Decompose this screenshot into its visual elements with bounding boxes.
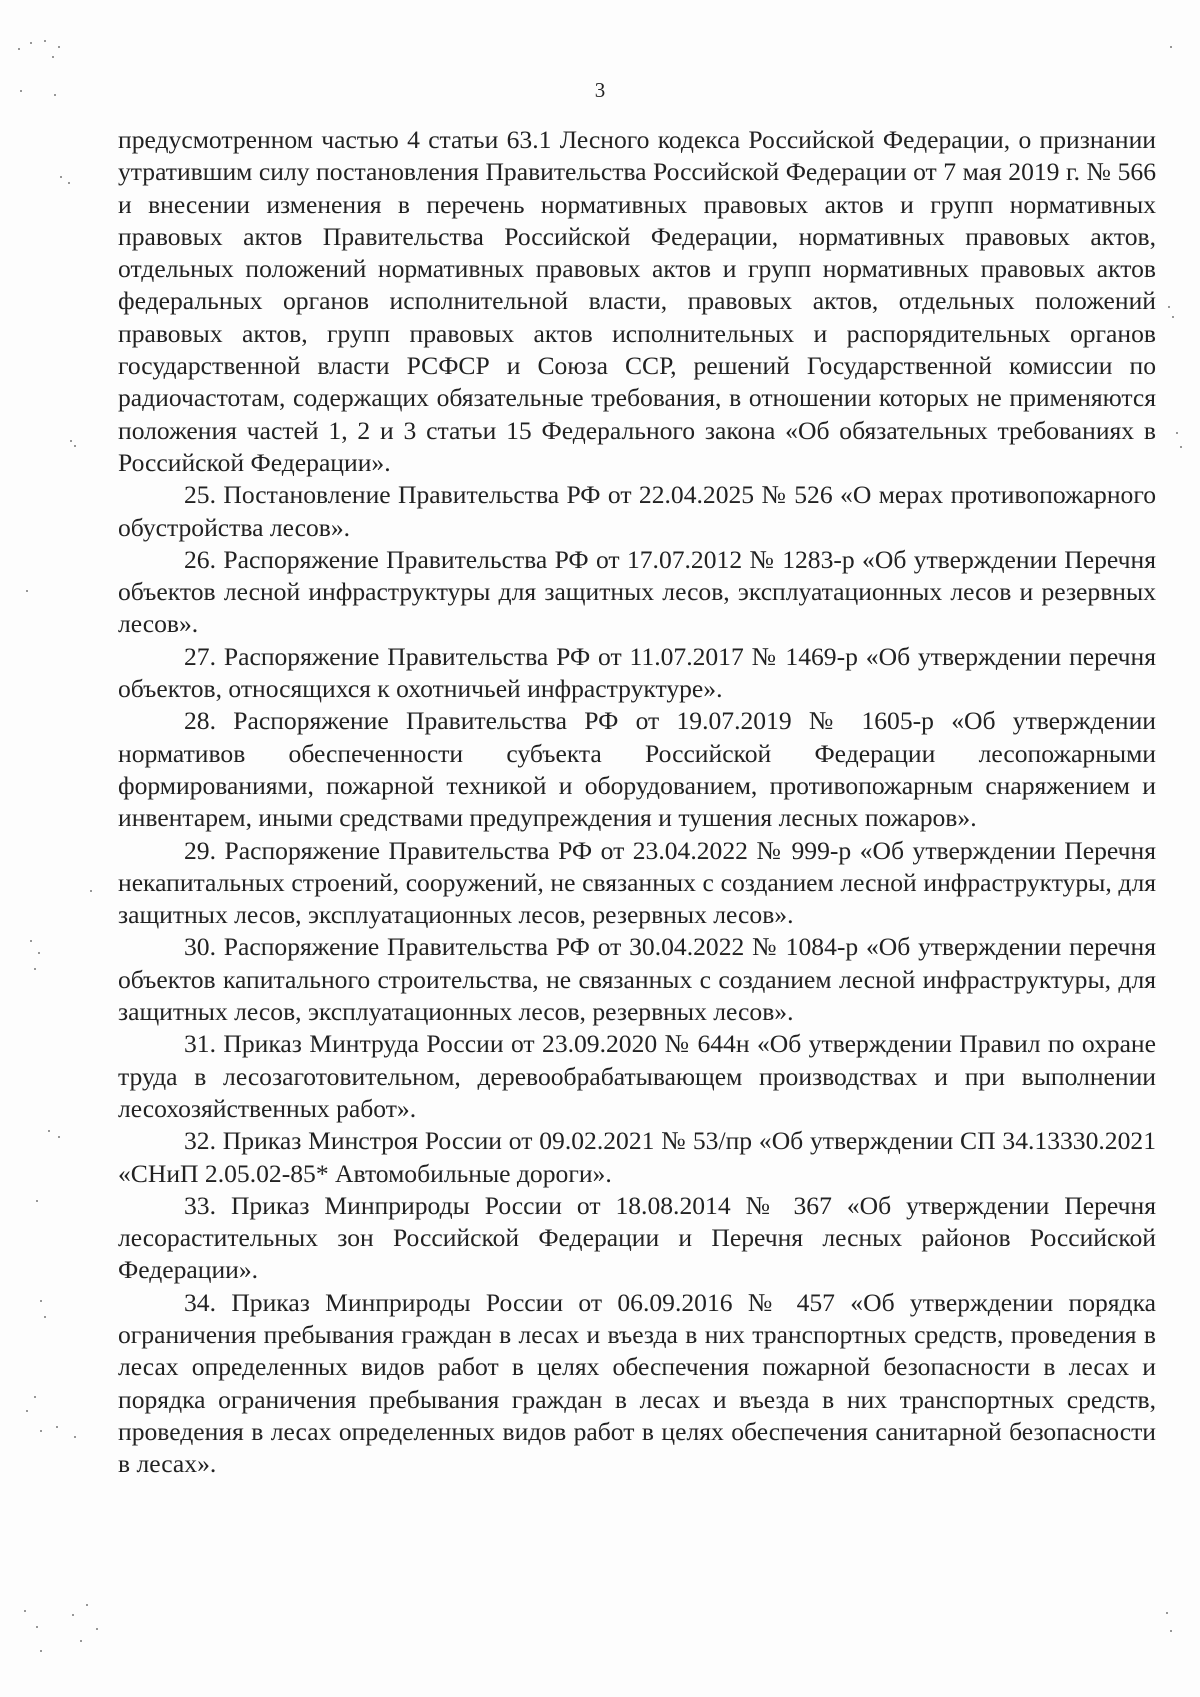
list-item-33: 33. Приказ Минприроды России от 18.08.2014 № 367 «Об утверждении Перечня лесорастительных зон Российской Федерации и Перечня лесных районов Российской Федерации».: [118, 1190, 1156, 1285]
paragraph-continuation: предусмотренном частью 4 статьи 63.1 Лесного кодекса Российской Федерации, о признании утратившим силу постановления Правительства Российской Федерации от 7 мая 2019 г. № 566 и внесении изменения в перечень нормативных правовых актов и групп нормативных правовых актов Правительства Российской Федерации, нормативных правовых актов, отдельных положений нормативных правовых актов и групп нормативных правовых актов федеральных органов исполнительной власти, правовых актов, отдельных положений правовых актов, групп правовых актов исполнительных и распорядительных органов государственной власти РСФСР и Союза ССР, решений Государственной комиссии по радиочастотам, содержащих обязательные требования, в отношении которых не применяются положения частей 1, 2 и 3 статьи 15 Федерального закона «Об обязательных требованиях в Российской Федерации».: [118, 125, 1156, 477]
list-item-31: 31. Приказ Минтруда России от 23.09.2020 № 644н «Об утверждении Правил по охране труда в лесозаготовительном, деревообрабатывающем производствах и при выполнении лесохозяйственных работ».: [118, 1029, 1156, 1123]
list-item-25: 25. Постановление Правительства РФ от 22.04.2025 № 526 «О мерах противопожарного обустройства лесов».: [118, 480, 1156, 542]
list-item-26: 26. Распоряжение Правительства РФ от 17.07.2012 № 1283-р «Об утверждении Перечня объектов лесной инфраструктуры для защитных лесов, эксплуатационных лесов и резервных лесов».: [118, 544, 1156, 639]
document-body: [118, 124, 1156, 1480]
list-item-29: 29. Распоряжение Правительства РФ от 23.04.2022 № 999-р «Об утверждении Перечня некапитальных строений, сооружений, не связанных с созданием лесной инфраструктуры, для защитных лесов, эксплуатационных лесов, резервных лесов».: [118, 835, 1156, 930]
list-item-27: 27. Распоряжение Правительства РФ от 11.07.2017 № 1469-р «Об утверждении перечня объектов, относящихся к охотничьей инфраструктуре».: [118, 641, 1156, 704]
list-item-32: 32. Приказ Минстроя России от 09.02.2021 № 53/пр «Об утверждении СП 34.13330.2021 «СНиП 2.05.02-85* Автомобильные дороги».: [118, 1126, 1156, 1188]
list-item-30: 30. Распоряжение Правительства РФ от 30.04.2022 № 1084-р «Об утверждении перечня объектов капитального строительства, не связанных с созданием лесной инфраструктуры, для защитных лесов, эксплуатационных лесов, резервных лесов».: [118, 932, 1156, 1027]
page-number: 3: [594, 78, 606, 102]
list-item-34: 34. Приказ Минприроды России от 06.09.2016 № 457 «Об утверждении порядка ограничения пребывания граждан в лесах и въезда в них транспортных средств, проведения в лесах определенных видов работ в целях обеспечения пожарной безопасности в лесах и порядка ограничения пребывания граждан в лесах и въезда в них транспортных средств, проведения в лесах определенных видов работ в целях обеспечения санитарной безопасности в лесах».: [118, 1287, 1156, 1479]
list-item-28: 28. Распоряжение Правительства РФ от 19.07.2019 № 1605-р «Об утверждении нормативов обеспеченности субъекта Российской Федерации лесопожарными формированиями, пожарной техникой и оборудованием, противопожарным снаряжением и инвентарем, иными средствами предупреждения и тушения лесных пожаров».: [118, 706, 1156, 833]
